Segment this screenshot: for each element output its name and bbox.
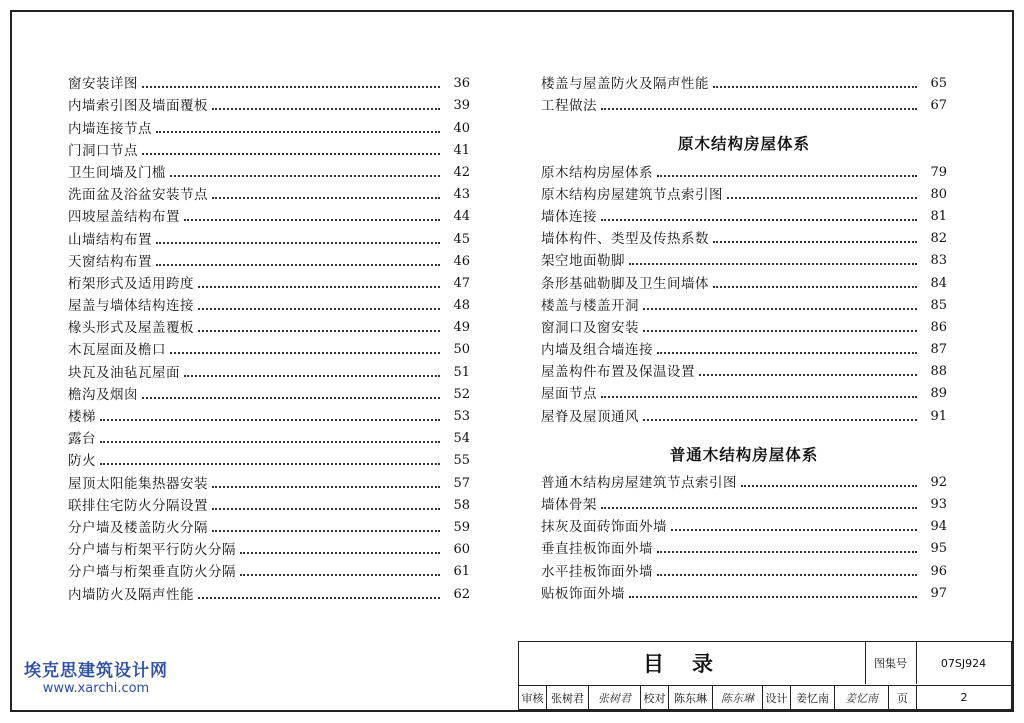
toc-entry (541, 513, 947, 535)
toc-entry-label: 檐沟及烟囱 (68, 386, 138, 403)
dot-leader (142, 152, 440, 155)
toc-entry (68, 181, 470, 203)
dot-leader (643, 307, 917, 310)
toc-entry (541, 314, 947, 336)
toc-entry-label: 联排住宅防火分隔设置 (68, 497, 208, 514)
toc-entry-label: 分户墙及楼盖防火分隔 (68, 519, 208, 536)
dot-leader (671, 528, 917, 531)
toc-entry-label: 贴板饰面外墙 (541, 585, 625, 602)
dot-leader (657, 573, 917, 576)
toc-entry (68, 314, 470, 336)
toc-entry-page: 39 (453, 98, 470, 114)
dot-leader (198, 285, 440, 288)
toc-entry-page: 62 (453, 586, 470, 602)
dot-leader (156, 241, 440, 244)
toc-entry-page: 46 (453, 253, 470, 269)
watermark-url: www.xarchi.com (42, 681, 150, 696)
toc-entry-label: 楼梯 (68, 409, 96, 425)
toc-entry (68, 514, 470, 536)
toc-entry (68, 580, 470, 602)
dot-leader (629, 595, 917, 598)
toc-entry-label: 窗安装详图 (68, 76, 138, 93)
checker-signature: 陈东琳 (713, 686, 763, 709)
dot-leader (643, 329, 917, 332)
toc-entry (68, 70, 470, 92)
toc-entry-label: 原木结构房屋体系 (541, 164, 653, 181)
dot-leader (156, 263, 440, 266)
toc-entry-label: 屋脊及屋顶通风 (541, 408, 639, 425)
toc-entry-page: 89 (930, 386, 947, 402)
dot-leader (699, 373, 917, 376)
toc-entry-page: 92 (930, 474, 947, 490)
toc-entry-label: 屋盖构件布置及保温设置 (541, 364, 695, 381)
toc-entry-label: 四坡屋盖结构布置 (68, 209, 180, 226)
toc-entry (541, 535, 947, 557)
dot-leader (184, 374, 440, 377)
reviewer-signature: 张树君 (589, 686, 641, 709)
toc-entry-page: 65 (930, 76, 947, 92)
toc-entry (541, 225, 947, 247)
toc-entry (541, 247, 947, 269)
dot-leader (713, 240, 917, 243)
toc-entry-page: 48 (453, 298, 470, 314)
atlas-number: 07SJ924 (940, 656, 987, 670)
toc-entry-page: 81 (930, 208, 947, 224)
toc-entry-label: 洗面盆及浴盆安装节点 (68, 187, 208, 204)
toc-entry (68, 358, 470, 380)
toc-entry-page: 85 (930, 297, 947, 313)
dot-leader (198, 596, 440, 599)
toc-entry (68, 492, 470, 514)
toc-entry-label: 水平挂板饰面外墙 (541, 563, 653, 580)
toc-entry-page: 96 (930, 563, 947, 579)
toc-entry-label: 山墙结构布置 (68, 231, 152, 248)
toc-entry-page: 43 (453, 187, 470, 203)
toc-entry (68, 270, 470, 292)
toc-entry-page: 58 (453, 497, 470, 513)
toc-entry (68, 381, 470, 403)
toc-entry (68, 536, 470, 558)
dot-leader (601, 218, 917, 221)
toc-entry-page: 94 (930, 519, 947, 535)
review-label: 审核 (519, 686, 547, 709)
toc-entry-label: 桁架形式及适用跨度 (68, 275, 194, 292)
dot-leader (212, 485, 440, 488)
toc-entry (68, 114, 470, 136)
toc-entry-page: 57 (453, 475, 470, 491)
toc-left-column (68, 70, 470, 603)
toc-entry-page: 52 (453, 386, 470, 402)
dot-leader (240, 573, 440, 576)
dot-leader (601, 107, 917, 110)
toc-entry-page: 50 (453, 342, 470, 358)
toc-entry (541, 92, 947, 114)
toc-entry-page: 36 (453, 76, 470, 92)
toc-entry-page: 91 (930, 408, 947, 424)
toc-entry (68, 248, 470, 270)
toc-entry-label: 屋面节点 (541, 386, 597, 403)
toc-entry-label: 椽头形式及屋盖覆板 (68, 320, 194, 337)
drawing-title: 目录 (519, 642, 866, 684)
toc-entry-label: 墙体构件、类型及传热系数 (541, 231, 709, 248)
toc-entry-label: 木瓦屋面及檐口 (68, 342, 166, 359)
toc-entry-label: 墙体连接 (541, 208, 597, 225)
toc-entry-page: 45 (453, 231, 470, 247)
toc-entry-page: 55 (453, 453, 470, 469)
dot-leader (184, 218, 440, 221)
dot-leader (142, 396, 440, 399)
toc-entry-page: 60 (453, 542, 470, 558)
toc-entry-page: 59 (453, 519, 470, 535)
toc-entry-label: 条形基础勒脚及卫生间墙体 (541, 275, 709, 292)
toc-entry (68, 336, 470, 358)
dot-leader (100, 462, 440, 465)
toc-entry (68, 159, 470, 181)
toc-entry (68, 425, 470, 447)
toc-entry-page: 51 (453, 364, 470, 380)
dot-leader (657, 174, 917, 177)
toc-entry-page: 42 (453, 164, 470, 180)
toc-entry-page: 53 (453, 409, 470, 424)
toc-entry-label: 防火 (68, 453, 96, 470)
toc-entry (68, 292, 470, 314)
toc-entry-label: 楼盖与楼盖开洞 (541, 297, 639, 314)
toc-entry-label: 内墙索引图及墙面覆板 (68, 98, 208, 115)
dot-leader (240, 551, 440, 554)
toc-entry (541, 580, 947, 602)
toc-entry (68, 92, 470, 114)
toc-entry-page: 44 (453, 209, 470, 225)
toc-entry-page: 54 (453, 431, 470, 447)
toc-entry (541, 203, 947, 225)
dot-leader (727, 196, 917, 199)
toc-entry-label: 屋顶太阳能集热器安装 (68, 475, 208, 492)
toc-entry (68, 403, 470, 425)
site-watermark (14, 661, 178, 697)
toc-entry-label: 内墙连接节点 (68, 120, 152, 137)
page-number: 2 (960, 691, 968, 704)
toc-entry (68, 225, 470, 247)
toc-entry-label: 墙体骨架 (541, 497, 597, 513)
toc-entry-label: 垂直挂板饰面外墙 (541, 541, 653, 558)
dot-leader (198, 307, 440, 310)
toc-entry-page: 82 (930, 231, 947, 247)
toc-entry-page: 87 (930, 342, 947, 358)
toc-entry-page: 83 (930, 253, 947, 269)
toc-entry (541, 269, 947, 291)
toc-entry (541, 181, 947, 203)
toc-entry-label: 楼盖与屋盖防火及隔声性能 (541, 76, 709, 93)
dot-leader (100, 418, 440, 421)
toc-entry-label: 天窗结构布置 (68, 253, 152, 270)
toc-entry-label: 内墙防火及隔声性能 (68, 586, 194, 603)
toc-entry-page: 40 (453, 120, 470, 136)
toc-entry (541, 70, 947, 92)
toc-entry (68, 469, 470, 491)
toc-entry-label: 窗洞口及窗安装 (541, 319, 639, 336)
toc-entry-page: 84 (930, 275, 947, 291)
toc-entry-label: 屋盖与墙体结构连接 (68, 298, 194, 315)
dot-leader (142, 85, 440, 88)
check-label: 校对 (641, 686, 669, 709)
dot-leader (198, 329, 440, 332)
toc-entry (68, 447, 470, 469)
toc-entry-page: 97 (930, 585, 947, 601)
toc-entry-page: 61 (453, 564, 470, 580)
dot-leader (156, 130, 440, 133)
toc-entry-page: 86 (930, 319, 947, 335)
page-label: 页 (889, 686, 917, 709)
toc-entry-page: 80 (930, 186, 947, 202)
section-heading-light-wood-structure: 普通木结构房屋体系 (669, 445, 819, 464)
toc-entry-label: 抹灰及面砖饰面外墙 (541, 519, 667, 536)
toc-entry (541, 158, 947, 180)
dot-leader (713, 285, 917, 288)
toc-entry (541, 380, 947, 402)
toc-entry (541, 402, 947, 424)
design-label: 设计 (763, 686, 791, 709)
toc-entry-label: 普通木结构房屋建筑节点索引图 (541, 474, 737, 491)
title-block (518, 641, 1012, 710)
watermark-name: 埃克思建筑设计网 (24, 661, 168, 681)
toc-entry-page: 95 (930, 541, 947, 557)
toc-entry-label: 工程做法 (541, 98, 597, 115)
toc-entry-page: 67 (930, 98, 947, 114)
toc-entry-label: 分户墙与桁架平行防火分隔 (68, 542, 236, 559)
dot-leader (601, 506, 917, 509)
toc-entry-label: 块瓦及油毡瓦屋面 (68, 364, 180, 381)
toc-entry (541, 292, 947, 314)
toc-entry-page: 93 (930, 497, 947, 512)
dot-leader (212, 107, 440, 110)
toc-entry-page: 49 (453, 320, 470, 336)
toc-entry (68, 137, 470, 159)
toc-entry (541, 557, 947, 579)
designer-signature: 姜忆南 (835, 686, 889, 709)
section-heading-log-structure: 原木结构房屋体系 (677, 135, 810, 154)
dot-leader (100, 440, 440, 443)
toc-entry-page: 79 (930, 164, 947, 180)
toc-entry (541, 491, 947, 513)
reviewer-name: 张树君 (547, 686, 589, 709)
toc-entry-label: 露台 (68, 431, 96, 448)
toc-entry-label: 分户墙与桁架垂直防火分隔 (68, 564, 236, 581)
dot-leader (212, 196, 440, 199)
dot-leader (170, 351, 440, 354)
toc-entry-label: 内墙及组合墙连接 (541, 342, 653, 359)
dot-leader (170, 174, 440, 177)
toc-entry-label: 门洞口节点 (68, 142, 138, 159)
dot-leader (601, 395, 917, 398)
dot-leader (212, 507, 440, 510)
dot-leader (212, 529, 440, 532)
toc-entry-page: 88 (930, 364, 947, 380)
toc-entry-label: 架空地面勒脚 (541, 253, 625, 270)
toc-entry-page: 47 (453, 275, 470, 291)
toc-entry (541, 336, 947, 358)
toc-right-column (541, 70, 947, 602)
dot-leader (741, 484, 917, 487)
toc-entry (541, 358, 947, 380)
dot-leader (657, 351, 917, 354)
toc-entry (68, 558, 470, 580)
dot-leader (657, 550, 917, 553)
toc-entry-label: 卫生间墙及门槛 (68, 164, 166, 181)
dot-leader (629, 262, 917, 265)
toc-entry-page: 41 (453, 142, 470, 158)
designer-name: 姜忆南 (791, 686, 835, 709)
toc-entry (541, 469, 947, 491)
toc-entry (68, 203, 470, 225)
toc-entry-label: 原木结构房屋建筑节点索引图 (541, 186, 723, 203)
dot-leader (643, 418, 917, 421)
dot-leader (713, 85, 917, 88)
atlas-label: 图集号 (865, 642, 917, 684)
checker-name: 陈东琳 (669, 686, 713, 709)
